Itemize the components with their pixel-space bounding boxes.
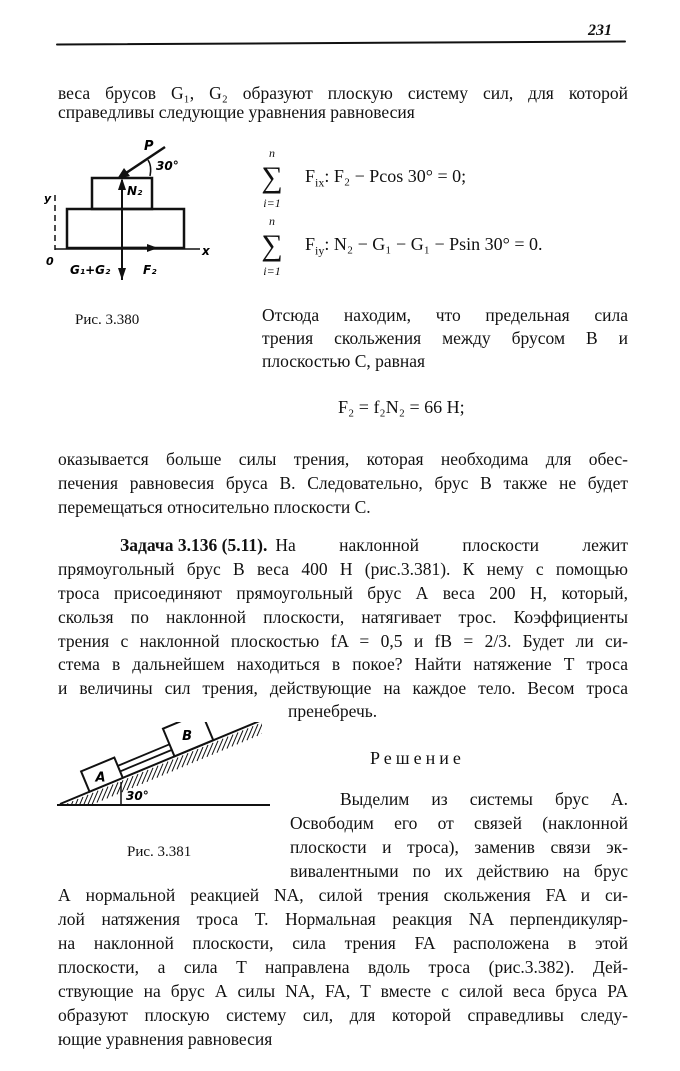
text-line: стема в дальнейшем находиться в покое? Найти натяжение Т троса — [58, 654, 628, 674]
text-line: вивалентными по их действию на брус — [290, 861, 628, 881]
equation-y — [305, 234, 543, 259]
text-line: ющие уравнения равновесия — [58, 1029, 273, 1049]
n2-arrowhead — [118, 178, 126, 190]
sigma: ∑ — [261, 161, 283, 194]
label-origin: 0 — [46, 255, 54, 268]
angle-arc — [148, 160, 151, 176]
f2-arrowhead — [147, 244, 158, 252]
text-line: и величины сил трения, действующие на каждое тело. Весом троса — [58, 678, 628, 698]
text-line: печения равновесия бруса В. Следовательно, брус В также не будет — [58, 473, 628, 493]
intro-line: справедливы следующие уравнения равновесия — [58, 102, 415, 122]
text-line: Освободим его от связей (наклонной — [290, 813, 628, 833]
figure-caption: Рис. 3.381 — [127, 844, 192, 860]
lower-block — [67, 209, 184, 248]
friction-formula: F₂ = f₂N₂ = 66 Н; — [338, 397, 465, 417]
figure-3-381 — [0, 722, 285, 832]
eq-sub: ix — [315, 175, 325, 190]
text-line: образуют плоскую систему сил, для которой справедливы следу- — [58, 1005, 628, 1025]
text-line: плоскостью С, равная — [262, 351, 426, 371]
text-line: трения с наклонной плоскостью fA = 0,5 и fB = 2/3. Будет ли си- — [58, 631, 628, 651]
g-arrowhead — [118, 268, 126, 280]
text-line: лой натяжения троса T. Нормальная реакция NA перпендикуляр- — [58, 909, 628, 929]
text-line: на наклонной плоскости, сила трения FA расположена в этой — [58, 933, 628, 953]
equation-x — [305, 166, 466, 191]
eq-sub: iy — [315, 243, 325, 258]
text-line: На наклонной плоскости лежит — [275, 535, 628, 555]
label-angle: 30° — [126, 789, 149, 803]
text-line: перемещаться относительно плоскости С. — [58, 497, 371, 517]
label-b: B — [182, 728, 193, 744]
text-line: Выделим из системы брус А. — [340, 789, 628, 809]
text-line: прямоугольный брус В веса 400 Н (рис.3.381). К нему с помощью — [58, 559, 628, 579]
sigma: ∑ — [261, 229, 283, 262]
label-f2: F₂ — [143, 263, 157, 277]
sum-upper: n — [269, 146, 275, 160]
label-angle: 30° — [156, 159, 179, 173]
text-line: троса присоединяют прямоугольный брус А веса 200 Н, который, — [58, 583, 628, 603]
label-n2: N₂ — [127, 184, 143, 198]
text-line: А нормальной реакцией NA, силой трения скольжения FA и си- — [58, 885, 628, 905]
text-line: скользя по наклонной плоскости, натягивает трос. Коэффициенты — [58, 607, 628, 627]
text-line: плоскости, а сила T направлена вдоль троса (рис.3.382). Дей- — [58, 957, 628, 977]
label-x: x — [202, 244, 210, 258]
sum-lower: i=1 — [263, 264, 281, 278]
sum-symbol — [257, 214, 287, 278]
text-line: пренебречь. — [288, 701, 378, 721]
label-a: A — [95, 770, 106, 786]
text-line: оказывается больше силы трения, которая необходима для обес- — [58, 449, 628, 469]
problem-title: Задача 3.136 (5.11). — [120, 535, 268, 555]
hatch-line — [267, 722, 273, 732]
intro-line: веса брусов G₁, G₂ образуют плоскую систему сил, для которой — [58, 83, 628, 103]
figure-3-380 — [0, 0, 240, 300]
label-g: G₁+G₂ — [70, 263, 111, 277]
eq-f: F — [305, 166, 316, 186]
sum-upper: n — [269, 214, 275, 228]
eq-rest: : N₂ − G₁ − G₁ − Psin 30° = 0. — [324, 234, 543, 254]
problem-title-line — [120, 534, 628, 556]
figure-caption: Рис. 3.380 — [75, 312, 140, 328]
sum-lower: i=1 — [263, 196, 281, 210]
label-p: P — [144, 139, 154, 154]
page-number: 231 — [588, 22, 612, 39]
solution-heading: Решение — [370, 748, 465, 768]
text-line: Отсюда находим, что предельная сила — [262, 305, 628, 325]
text-line: ствующие на брус А силы NA, FA, T вместе с силой веса бруса PA — [58, 981, 628, 1001]
hatch-line — [262, 722, 268, 734]
text-line: трения скольжения между брусом В и — [262, 328, 628, 348]
eq-rest: : F₂ − Pcos 30° = 0; — [324, 166, 467, 186]
label-y: y — [44, 192, 52, 205]
eq-f: F — [305, 234, 316, 254]
text-line: плоскости и троса), заменив связи эк- — [290, 837, 628, 857]
sum-symbol — [257, 146, 287, 210]
